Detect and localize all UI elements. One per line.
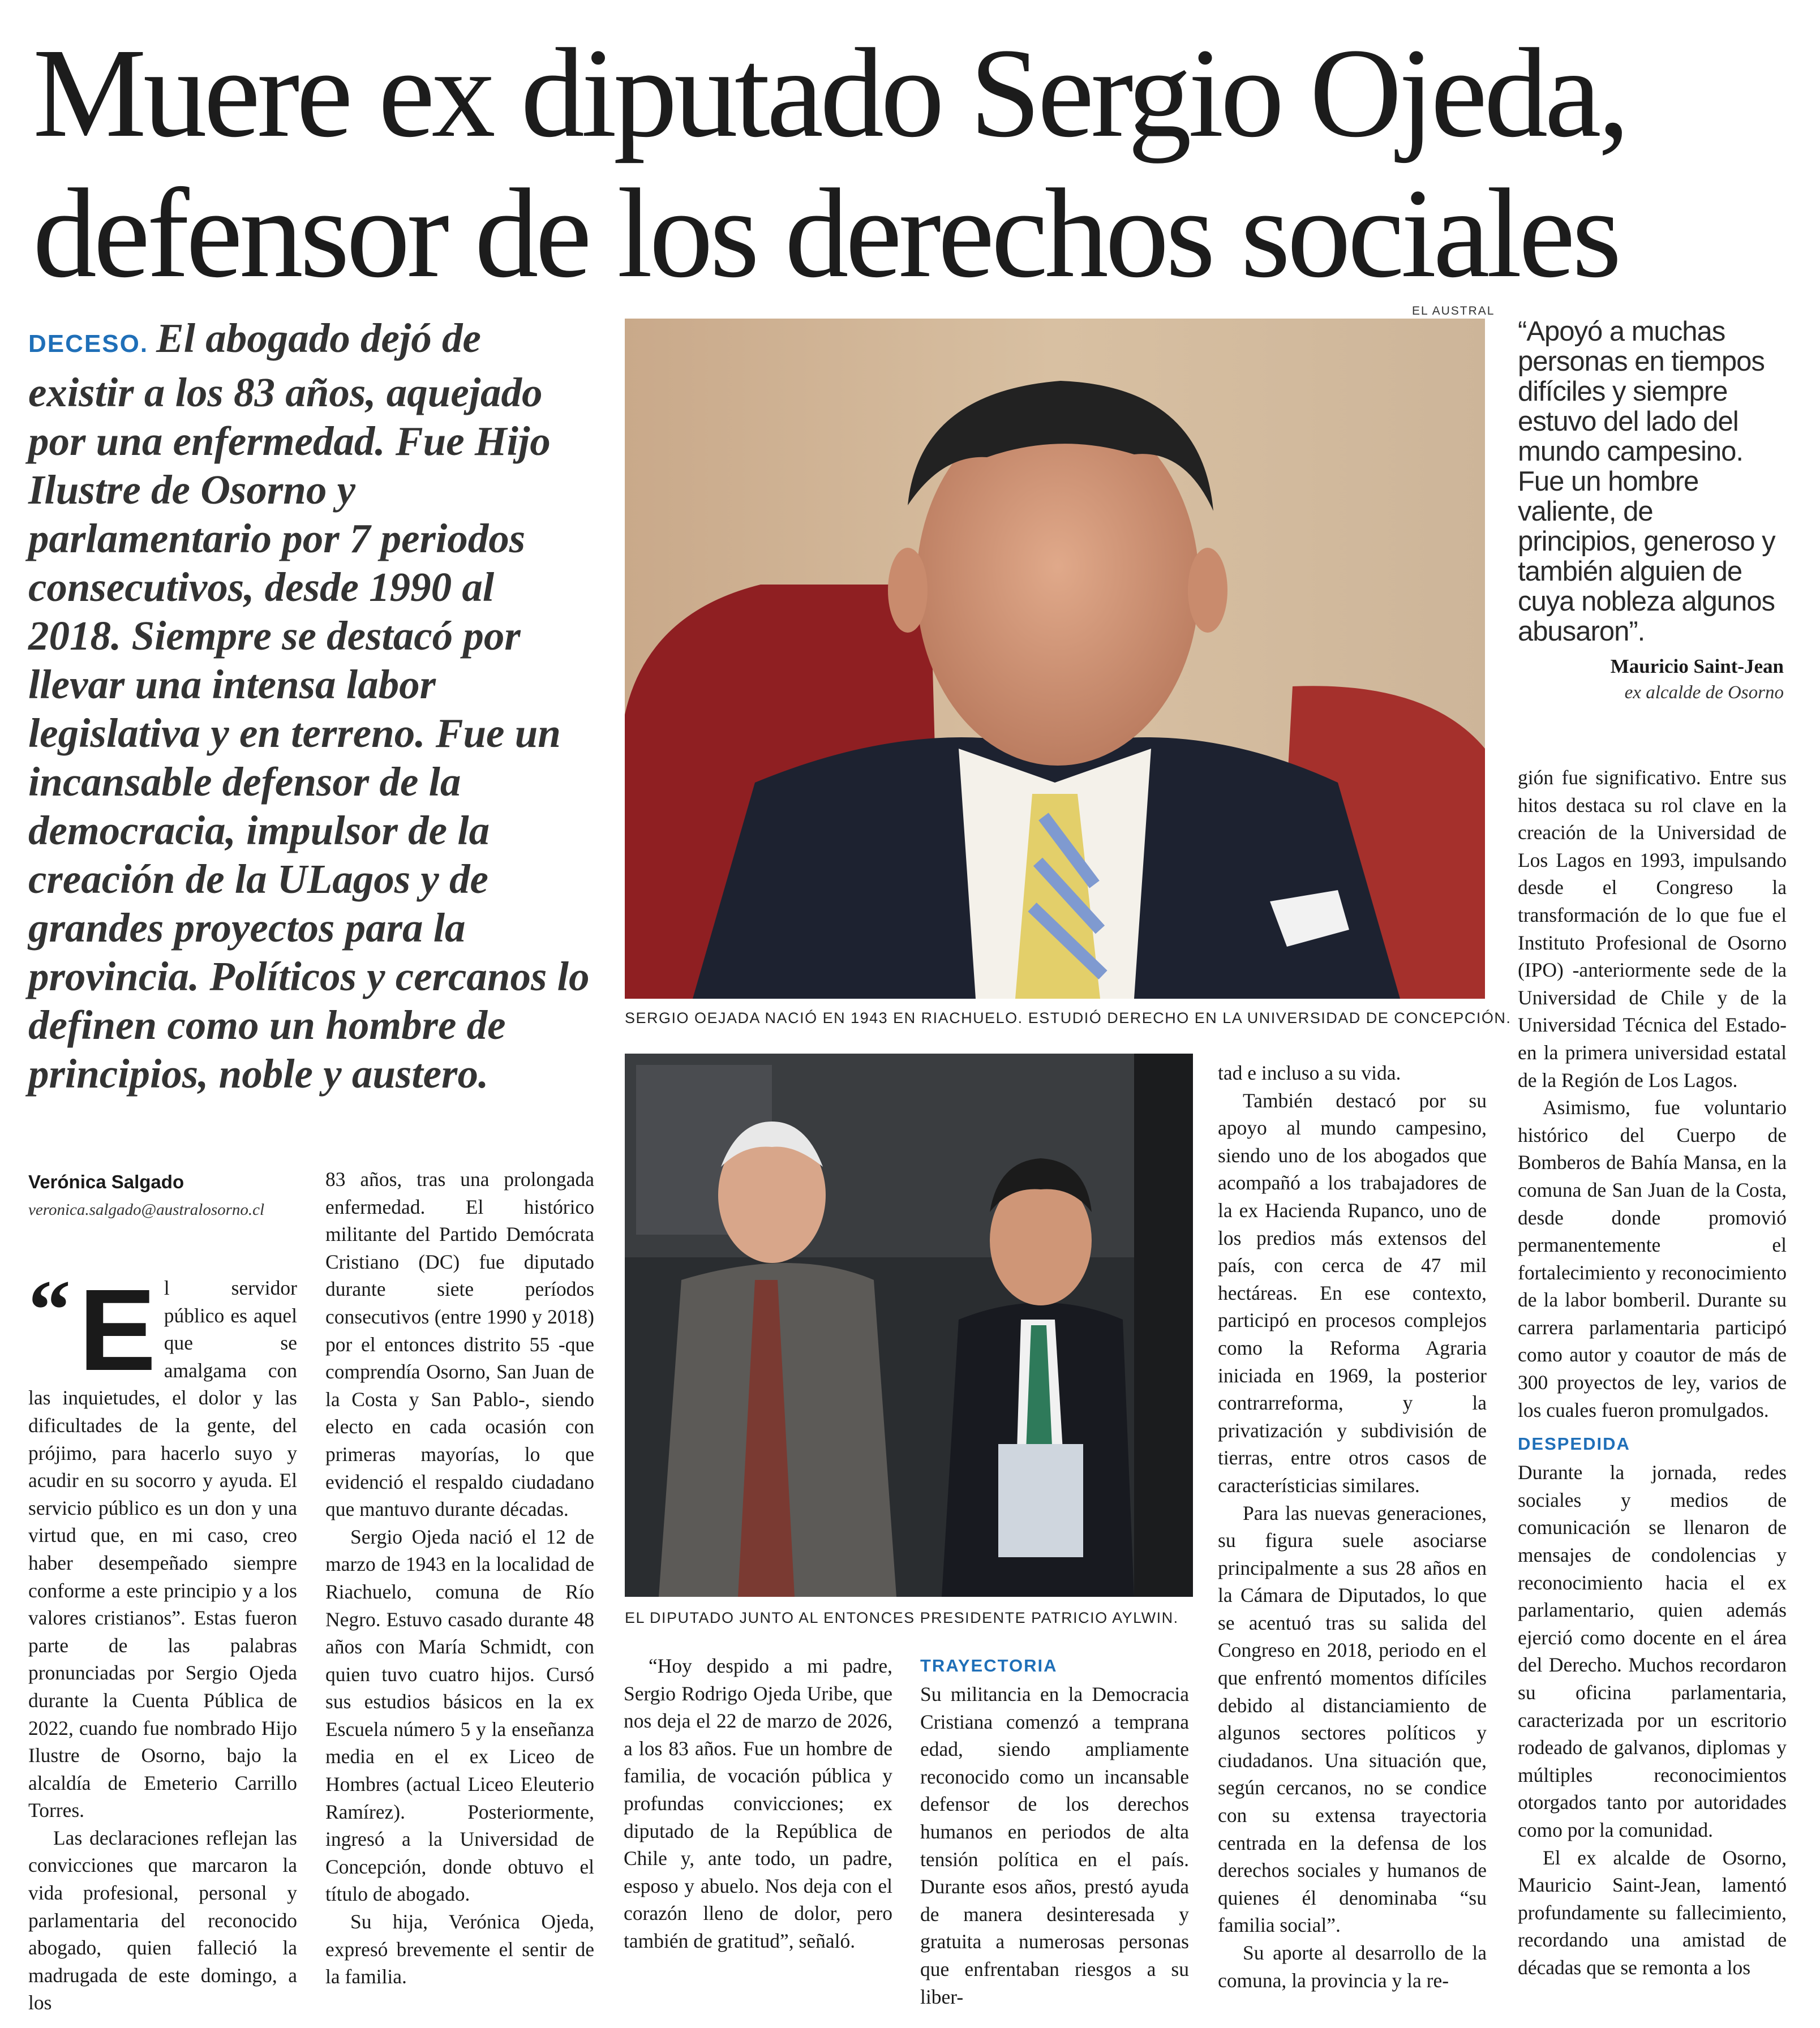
body-column-4: [920, 1652, 1189, 2010]
body-paragraph: Su aporte al desarrollo de la comuna, la provincia y la re-: [1218, 1941, 1487, 1992]
opening-quote-mark: “: [28, 1263, 71, 1357]
section-heading-trayectoria: TRAYECTORIA: [920, 1656, 1058, 1675]
body-column-6: [1518, 764, 1787, 1982]
section-tag: DECESO.: [28, 330, 149, 358]
pull-quote: “Apoyó a muchas personas en tiempos difíciles y siempre estuvo del lado del mundo campesino. Fue un hombre valiente, de principios, generoso y también alguien de cuya nobleza algunos abusaron”.: [1518, 316, 1775, 647]
body-paragraph: tad e incluso a su vida.: [1218, 1062, 1401, 1084]
body-column-5: [1218, 1059, 1487, 1994]
body-paragraph: 83 años, tras una prolongada enfermedad. El histórico militante del Partido Demócrata Cristiano (DC) fue diputado durante siete períodos consecutivos (entre 1990 y 2018) por el entonces distrito 55 -que comprendía Osorno, San Juan de la Costa y San Pablo-, siendo electo en cada ocasión con primeras mayorías, lo que evidenció el respaldo ciudadano que mantuvo durante décadas.: [325, 1168, 594, 1521]
quote-author: Mauricio Saint-Jean: [1610, 655, 1784, 677]
body-paragraph: gión fue significativo. Entre sus hitos destaca su rol clave en la creación de la Universidad de Los Lagos en 1993, impulsando desde el Congreso la transformación de lo que fue el Instituto Profesional de Osorno (IPO) -anteriormente sede de la Universidad de Chile y de la Universidad Técnica del Estado- en la primera universidad estatal de la Región de Los Lagos.: [1518, 766, 1787, 1092]
body-paragraph: Su militancia en la Democracia Cristiana comenzó a temprana edad, siendo ampliamente reconocido como un incansable defensor de los derechos humanos en periodos de alta tensión política en el país. Durante esos años, prestó ayuda de manera desinteresada y gratuita a numerosas personas que enfrentaban riesgos a su liber-: [920, 1683, 1189, 2008]
body-paragraph: “Hoy despido a mi padre, Sergio Rodrigo Ojeda Uribe, que nos deja el 22 de marzo de 2026, a los 83 años. Fue un hombre de familia, de vocación pública y profundas convicciones; ex diputado de la República de Chile y, ante todo, un padre, esposo y abuelo. Nos deja con el corazón lleno de dolor, pero también de gratitud”, señaló.: [624, 1655, 892, 1952]
byline-email[interactable]: veronica.salgado@australosorno.cl: [28, 1201, 265, 1219]
aylwin-photo: [625, 1054, 1193, 1597]
body-paragraph: Durante la jornada, redes sociales y medios de comunicación se llenaron de mensajes de condolencias y reconocimiento hacia el ex parlamentario, quien además ejerció como docente en el área del Derecho. Muchos recordaron su oficina parlamentaria, caracterizada por un escritorio rodeado de galvanos, diplomas y múltiples reconocimientos otorgados tanto por autoridades como por la comunidad.: [1518, 1461, 1787, 1841]
body-paragraph: Su hija, Verónica Ojeda, expresó brevemente el sentir de la familia.: [325, 1910, 594, 1988]
body-paragraph: También destacó por su apoyo al mundo campesino, siendo uno de los abogados que acompañó a los trabajadores de la ex Hacienda Rupanco, uno de los predios más extensos del país, con cerca de 47 mil hectáreas. En ese contexto, participó en procesos complejos como la Reforma Agraria iniciada en 1969, la posterior contrarreforma, y la privatización y subdivisión de tierras, entre otros casos de característicias similares.: [1218, 1089, 1487, 1497]
body-paragraph: Para las nuevas generaciones, su figura suele asociarse principalmente a sus 28 años en la Cámara de Diputados, lo que se acentuó tras su salida del Congreso en 2018, periodo en el que enfrentó momentos difíciles debido al distanciamiento de algunos sectores políticos y ciudadanos. Una situación que, según cercanos, no se condice con su extensa trayectoria centrada en la defensa de los derechos sociales y humanos de quienes él denominaba “su familia social”.: [1218, 1501, 1487, 1937]
drop-cap: E: [79, 1265, 156, 1395]
body-column-1: [28, 1263, 297, 2017]
body-paragraph: Las declaraciones reflejan las convicciones que marcaron la vida profesional, personal y parlamentaria del reconocido abogado, quien falleció la madrugada de este domingo, a los: [28, 1826, 297, 2014]
photo-credit: EL AUSTRAL: [1412, 304, 1495, 317]
body-paragraph: Sergio Ojeda nació el 12 de marzo de 1943 en la localidad de Riachuelo, comuna de Río Negro. Estuvo casado durante 48 años con María Schmidt, con quien tuvo cuatro hijos. Cursó sus estudios básicos en la ex Escuela número 5 y la enseñanza media en el ex Liceo de Hombres (actual Liceo Eleuterio Ramírez). Posteriormente, ingresó a la Universidad de Concepción, donde obtuvo el título de abogado.: [325, 1525, 594, 1906]
headline: [33, 23, 1798, 303]
body-column-2: [325, 1166, 594, 1991]
portrait-photo: [625, 319, 1485, 999]
body-paragraph: Asimismo, fue voluntario histórico del Cuerpo de Bomberos de Bahía Mansa, en la comuna de San Juan de la Costa, desde donde promovió permanentemente el fortalecimiento y reconocimiento de la labor bomberil. Durante su carrera parlamentaria participó como autor y coautor de más de 300 proyectos de ley, varios de los cuales fueron promulgados.: [1518, 1096, 1787, 1421]
portrait-caption: SERGIO OEJADA NACIÓ EN 1943 EN RIACHUELO. ESTUDIÓ DERECHO EN LA UNIVERSIDAD DE CONCEPCIÓN.: [625, 1009, 1512, 1026]
body-column-3: [624, 1652, 892, 1955]
body-paragraph: El ex alcalde de Osorno, Mauricio Saint-Jean, lamentó profundamente su fallecimiento, recordando una amistad de décadas que se remonta a los: [1518, 1846, 1787, 1979]
lead-paragraph: [28, 314, 594, 1098]
headline-line-1: Muere ex diputado Sergio Ojeda,: [33, 22, 1627, 164]
body-paragraph: l servidor público es aquel que se amalgama con las inquietudes, el dolor y las dificultades de la gente, del prójimo, para hacerlo suyo y acudir en su socorro y ayuda. El servicio público es un don y una virtud que, en mi caso, creo haber desempeñado siempre conforme a este principio y a los valores cristianos”. Estas fueron parte de las palabras pronunciadas por Sergio Ojeda durante la Cuenta Pública de 2022, cuando fue nombrado Hijo Ilustre de Osorno, bajo la alcaldía de Emeterio Carrillo Torres.: [28, 1277, 297, 1822]
aylwin-caption: EL DIPUTADO JUNTO AL ENTONCES PRESIDENTE PATRICIO AYLWIN.: [625, 1609, 1179, 1626]
lead-text: El abogado dejó de existir a los 83 años, aquejado por una enfermedad. Fue Hijo Ilustre de Osorno y parlamentario por 7 periodos consecutivos, desde 1990 al 2018. Siempre se destacó por llevar una intensa labor legislativa y en terreno. Fue un incansable defensor de la democracia, impulsor de la creación de la ULagos y de grandes proyectos para la provincia. Políticos y cercanos lo definen como un hombre de principios, noble y austero.: [28, 315, 590, 1097]
quote-author-role: ex alcalde de Osorno: [1624, 682, 1784, 703]
headline-line-2: defensor de los derechos sociales: [33, 162, 1619, 304]
section-heading-despedida: DESPEDIDA: [1518, 1434, 1630, 1454]
byline-name: Verónica Salgado: [28, 1171, 184, 1192]
